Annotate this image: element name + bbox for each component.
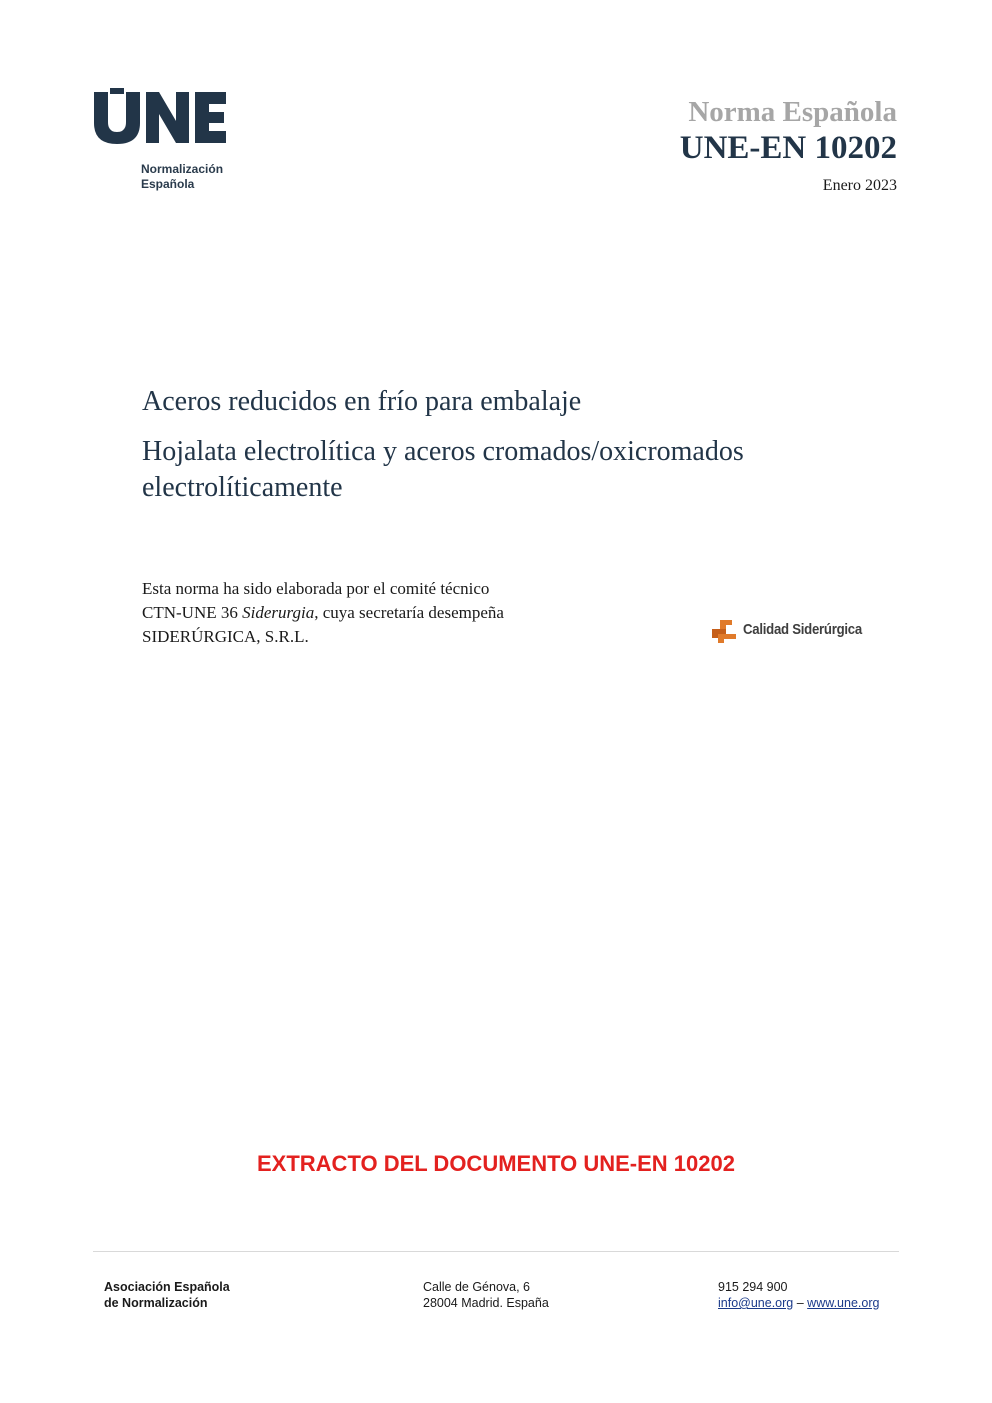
extract-notice: EXTRACTO DEL DOCUMENTO UNE-EN 10202	[257, 1151, 735, 1176]
footer-org-line-1: Asociación Española	[104, 1280, 230, 1294]
committee-line-2: CTN-UNE 36 Siderurgia, cuya secretaría desempeña	[142, 603, 504, 622]
publication-date: Enero 2023	[822, 177, 897, 194]
calidad-siderurgica-mark-icon	[710, 619, 740, 645]
partner-name: Calidad Siderúrgica	[743, 621, 862, 638]
footer-addr-line-2: 28004 Madrid. España	[423, 1296, 549, 1310]
footer-organization	[104, 1279, 230, 1311]
link-separator: –	[796, 1296, 804, 1310]
une-logo	[92, 88, 232, 198]
logo-subtitle-2: Española	[141, 177, 195, 191]
footer-divider	[93, 1251, 899, 1252]
footer-contact	[718, 1279, 879, 1311]
footer-phone: 915 294 900	[718, 1280, 788, 1294]
footer-org-line-2: de Normalización	[104, 1296, 208, 1310]
footer-addr-line-1: Calle de Génova, 6	[423, 1280, 531, 1294]
committee-statement	[142, 577, 662, 649]
logo-subtitle-1: Normalización	[141, 162, 224, 176]
committee-line-1: Esta norma ha sido elaborada por el comité técnico	[142, 579, 490, 598]
footer-address	[423, 1279, 549, 1311]
title-main: Aceros reducidos en frío para embalaje	[142, 386, 582, 417]
committee-name: Siderurgia	[242, 603, 315, 622]
title-sub: Hojalata electrolítica y aceros cromados/oxicromados electrolíticamente	[142, 436, 744, 503]
partner-logo	[710, 617, 880, 647]
website-link[interactable]: www.une.org	[807, 1296, 880, 1310]
standard-code: UNE-EN 10202	[679, 130, 897, 166]
une-logo-mark	[92, 88, 232, 148]
email-link[interactable]: info@une.org	[718, 1296, 794, 1310]
footer-links	[718, 1295, 879, 1311]
committee-line-3: SIDERÚRGICA, S.R.L.	[142, 627, 309, 646]
document-kind: Norma Española	[688, 96, 897, 128]
